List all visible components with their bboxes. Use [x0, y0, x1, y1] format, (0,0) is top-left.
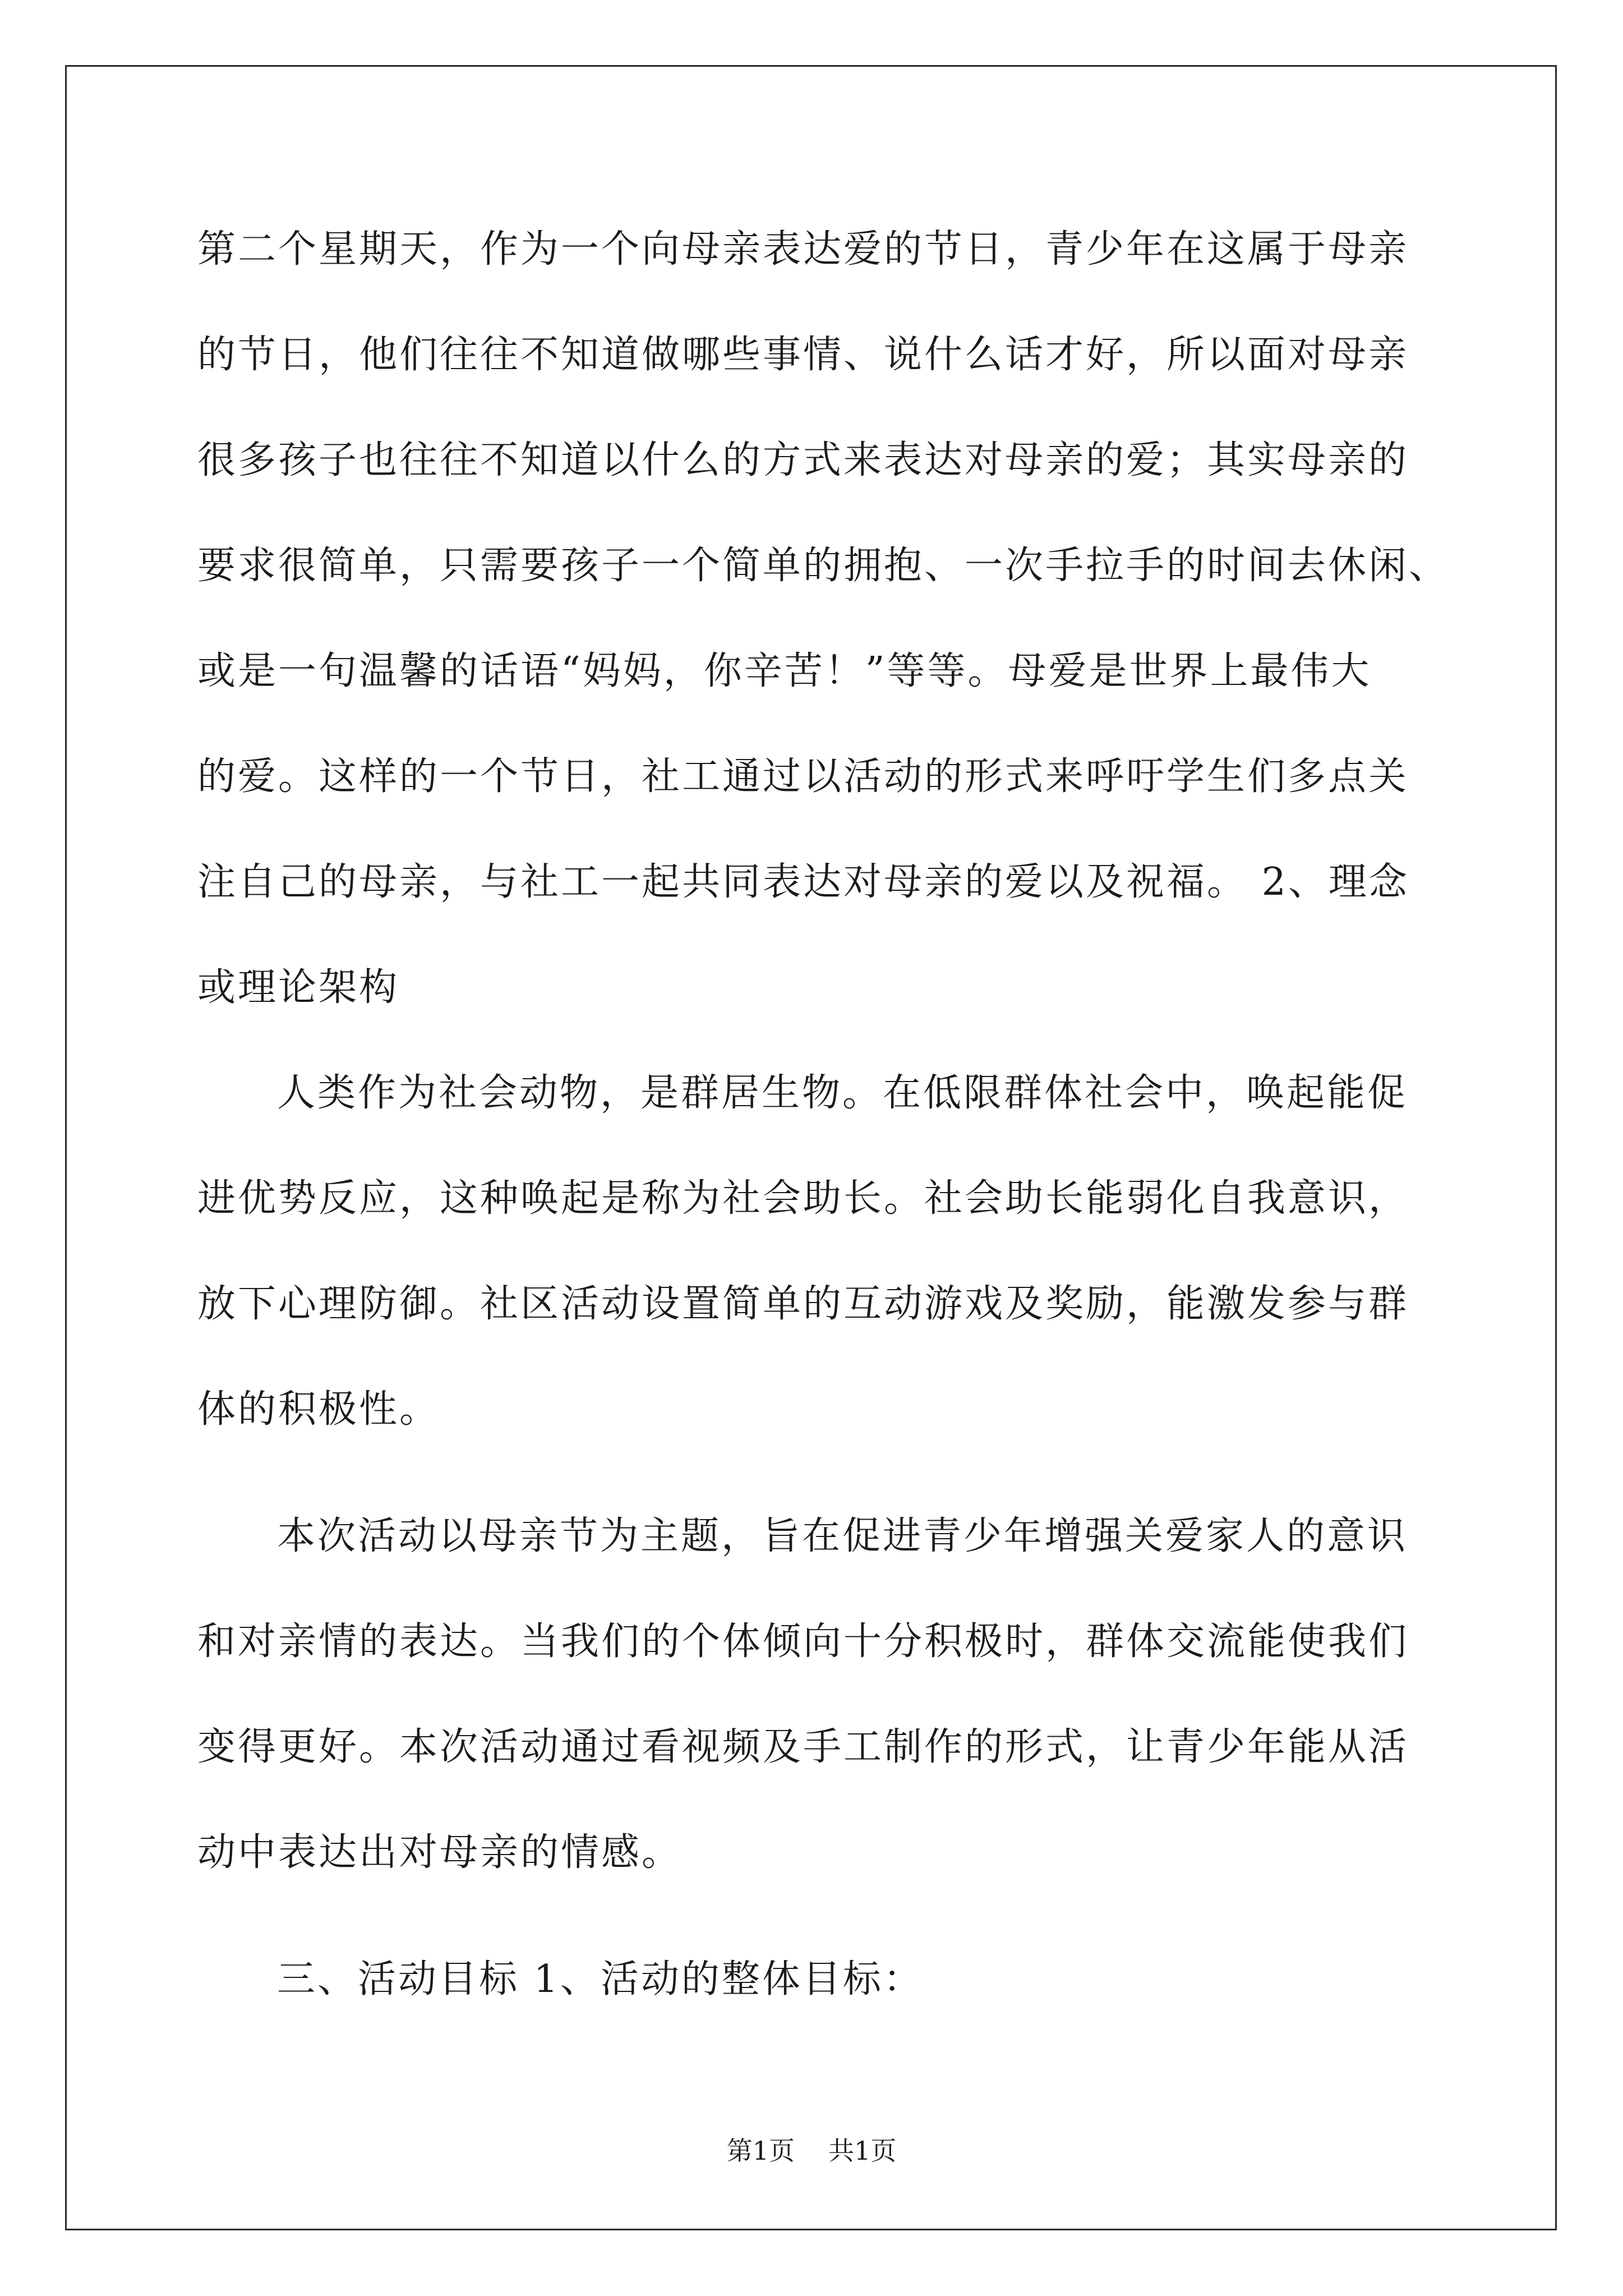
section-heading: 三、活动目标 1、活动的整体目标： — [277, 1957, 924, 2001]
text-line: 动中表达出对母亲的情感。 — [197, 1830, 683, 1875]
text-line: 放下心理防御。社区活动设置简单的互动游戏及奖励，能激发参与群 — [197, 1282, 1409, 1326]
paragraph-gap — [197, 1933, 1442, 1954]
page-footer — [0, 2131, 1623, 2168]
text-line: 第二个星期天，作为一个向母亲表达爱的节日，青少年在这属于母亲 — [197, 227, 1409, 272]
page-number: 第1页 — [726, 2136, 795, 2166]
text-line: 的节日，他们往往不知道做哪些事情、说什么话才好，所以面对母亲 — [197, 333, 1409, 377]
text-line: 变得更好。本次活动通过看视频及手工制作的形式，让青少年能从活 — [197, 1725, 1409, 1769]
text-line: 很多孩子也往往不知道以什么的方式来表达对母亲的爱；其实母亲的 — [197, 438, 1409, 482]
text-line: 本次活动以母亲节为主题，旨在促进青少年增强关爱家人的意识 — [277, 1514, 1408, 1558]
text-line: 注自己的母亲，与社工一起共同表达对母亲的爱以及祝福。 2、理念 — [197, 860, 1409, 904]
page-total: 共1页 — [828, 2136, 897, 2166]
paragraph-gap — [197, 1490, 1442, 1511]
text-line: 进优势反应，这种唤起是称为社会助长。社会助长能弱化自我意识， — [197, 1176, 1409, 1221]
text-line: 或理论架构 — [197, 965, 400, 1010]
text-line: 要求很简单，只需要孩子一个简单的拥抱、一次手拉手的时间去休闲、 — [197, 544, 1450, 588]
text-line: 或是一句温馨的话语“妈妈，你辛苦！”等等。母爱是世界上最伟大 — [197, 649, 1372, 693]
text-line: 和对亲情的表达。当我们的个体倾向十分积极时，群体交流能使我们 — [197, 1619, 1409, 1664]
text-line: 体的积极性。 — [197, 1387, 440, 1432]
text-line: 的爱。这样的一个节日，社工通过以活动的形式来呼吁学生们多点关 — [197, 754, 1409, 799]
document-body — [197, 224, 1450, 2060]
text-line: 人类作为社会动物，是群居生物。在低限群体社会中，唤起能促 — [277, 1071, 1408, 1115]
